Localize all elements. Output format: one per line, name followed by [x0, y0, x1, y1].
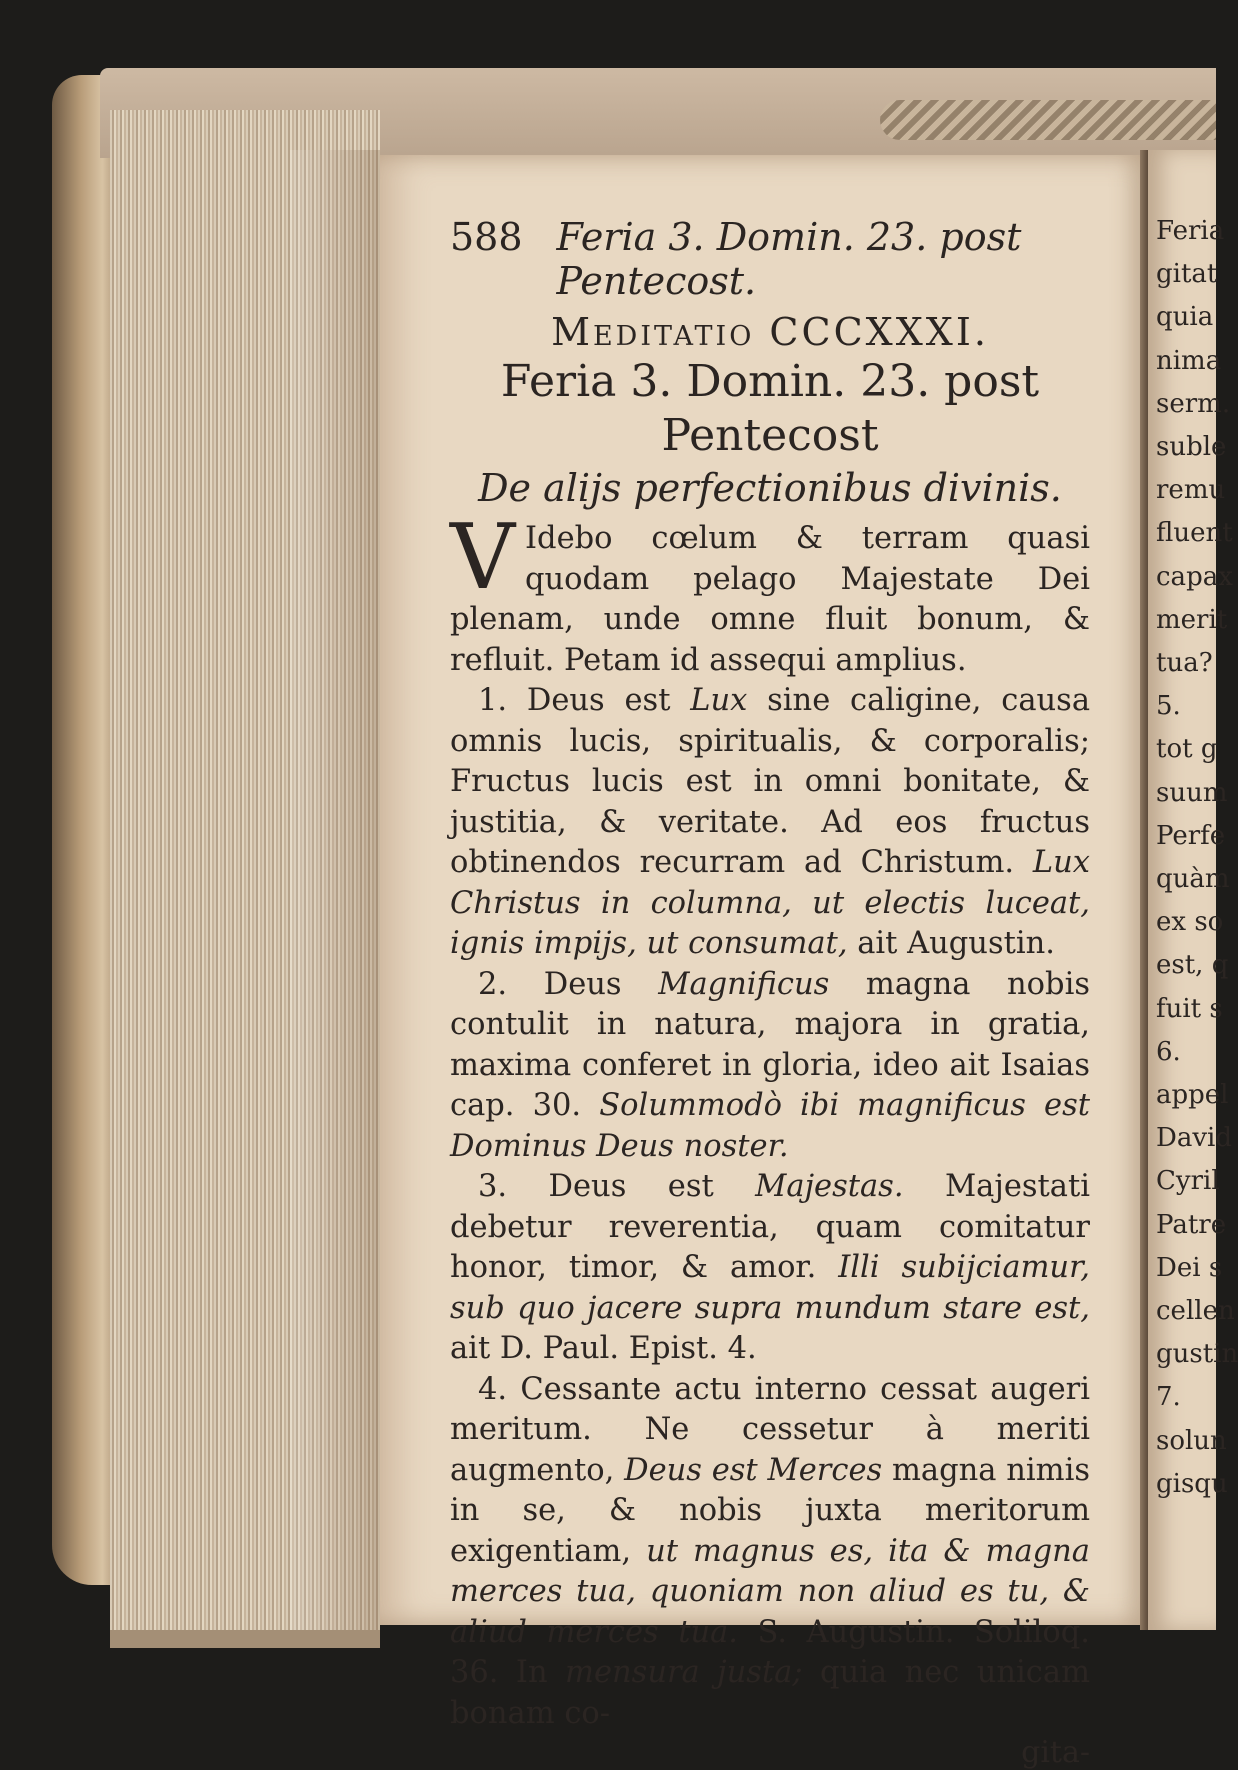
- right-page-line: serm.: [1156, 388, 1231, 419]
- right-page-line: capax: [1156, 561, 1233, 592]
- running-head: Feria 3. Domin. 23. post Pentecost.: [556, 215, 1022, 303]
- p4-text-b: magna nimis in se, & nobis juxta meritorum exigentiam,: [450, 1452, 1090, 1569]
- right-page-line: solun: [1156, 1425, 1227, 1456]
- p3-text-a: Deus est: [548, 1169, 756, 1204]
- right-page-line: fluent: [1156, 518, 1233, 549]
- page-block-shade: [290, 150, 380, 1630]
- right-page-line: ex so: [1156, 907, 1224, 938]
- p2-italic-b: Solummodò ibi magnificus est Dominus Deus noster.: [450, 1088, 1090, 1164]
- p1-number: 1.: [478, 683, 508, 718]
- p3-italic-a: Majestas.: [755, 1169, 904, 1204]
- p3-text-c: ait D. Paul. Epist. 4.: [450, 1331, 757, 1366]
- paragraph-1: [450, 681, 1090, 965]
- right-page-partial: [1148, 150, 1238, 1630]
- running-header: [450, 215, 1090, 303]
- p3-italic-b: Illi subijciamur, sub quo jacere supra mundum stare est,: [450, 1250, 1090, 1326]
- right-page-line: 7.: [1156, 1382, 1181, 1413]
- p3-number: 3.: [478, 1169, 508, 1204]
- meditation-heading: Meditatio CCCXXXI.: [551, 310, 989, 354]
- paragraph-4: [450, 1370, 1090, 1735]
- p2-text-a: Deus: [543, 966, 659, 1002]
- book-gutter: [1140, 150, 1148, 1630]
- right-page-line: David: [1156, 1123, 1232, 1154]
- right-page-line: suum: [1156, 777, 1228, 808]
- paragraph-2: [450, 965, 1090, 1168]
- right-page-line: Cyril: [1156, 1166, 1220, 1197]
- p1-italic-a: Lux: [690, 683, 748, 718]
- right-page-line: cellen: [1156, 1296, 1235, 1327]
- drop-cap: V: [450, 505, 515, 610]
- binding-cord: [880, 100, 1216, 140]
- right-page-line: Patre: [1156, 1209, 1227, 1240]
- intro-paragraph: [450, 505, 1090, 681]
- right-page-line: nima: [1156, 345, 1222, 376]
- p4-italic-c: mensura justa;: [565, 1655, 803, 1690]
- right-page-line: tua?: [1156, 648, 1213, 679]
- right-page-lines: [1156, 210, 1238, 1506]
- p2-italic-a: Magnificus: [658, 966, 830, 1002]
- left-page: [380, 155, 1140, 1770]
- right-page-line: quàm: [1156, 864, 1230, 895]
- right-page-line: tot g: [1156, 734, 1218, 765]
- p1-text-c: ait Augustin.: [847, 926, 1055, 961]
- p2-number: 2.: [478, 966, 508, 1002]
- right-page-line: appel: [1156, 1080, 1229, 1111]
- right-page-line: 6.: [1156, 1036, 1181, 1067]
- p4-text-a: Cessante actu interno cessat augeri meritum. Ne cessetur à meriti augmento,: [450, 1371, 1090, 1488]
- right-page-line: Dei s: [1156, 1252, 1223, 1283]
- right-page-line: 5.: [1156, 691, 1181, 722]
- right-page-line: Perfe: [1156, 820, 1226, 851]
- p3-text-b: Majestati debetur reverentia, quam comitatur honor, timor, & amor.: [450, 1169, 1090, 1285]
- intro-text: Idebo cœlum & terram quasi quodam pelago Majestate Dei plenam, unde omne fluit bonum, & refluit. Petam id assequi amplius.: [450, 521, 1090, 678]
- section-subtitle: De alijs perfectionibus divinis.: [478, 466, 1062, 510]
- right-page-line: merit: [1156, 604, 1228, 635]
- p4-text-d: quia nec unicam bonam co-: [450, 1655, 1090, 1731]
- p4-number: 4.: [478, 1371, 508, 1407]
- section-title: Feria 3. Domin. 23. post Pentecost: [500, 356, 1040, 461]
- right-page-line: quia: [1156, 302, 1214, 333]
- right-page-line: suble: [1156, 432, 1227, 463]
- p4-italic-a: Deus est Merces: [624, 1452, 883, 1488]
- p1-text-a: Deus est: [526, 683, 691, 718]
- page-number: 588: [450, 215, 523, 259]
- right-page-line: remu: [1156, 475, 1226, 506]
- p4-text-c: S. Augustin. Soliloq. 36. In: [450, 1614, 1091, 1690]
- page-text: [450, 215, 1090, 1770]
- right-page-line: Feria: [1156, 216, 1225, 246]
- right-page-line: gisqu: [1156, 1468, 1228, 1499]
- right-page-line: est, q: [1156, 950, 1229, 981]
- p1-text-b: sine caligine, causa omnis lucis, spiritualis, & corporalis; Fructus lucis est in omni bonitate, & justitia, & veritate. Ad eos fructus obtinendos recurram ad Christum.: [450, 683, 1091, 880]
- catchword: gita-: [1021, 1735, 1090, 1770]
- right-page-line: fuit s: [1156, 993, 1223, 1024]
- right-page-line: gitat: [1156, 259, 1218, 290]
- right-page-line: gustin: [1156, 1339, 1238, 1370]
- p2-text-b: magna nobis contulit in natura, majora in gratia, maxima conferet in gloria, ideo ait Isaias cap. 30.: [450, 966, 1090, 1123]
- p1-italic-b: Lux Christus in columna, ut electis luceat, ignis impijs, ut consumat,: [450, 845, 1090, 961]
- p4-italic-b: ut magnus es, ita & magna merces tua, quoniam non aliud es tu, & aliud merces tua.: [450, 1533, 1090, 1650]
- paragraph-3: [450, 1167, 1090, 1370]
